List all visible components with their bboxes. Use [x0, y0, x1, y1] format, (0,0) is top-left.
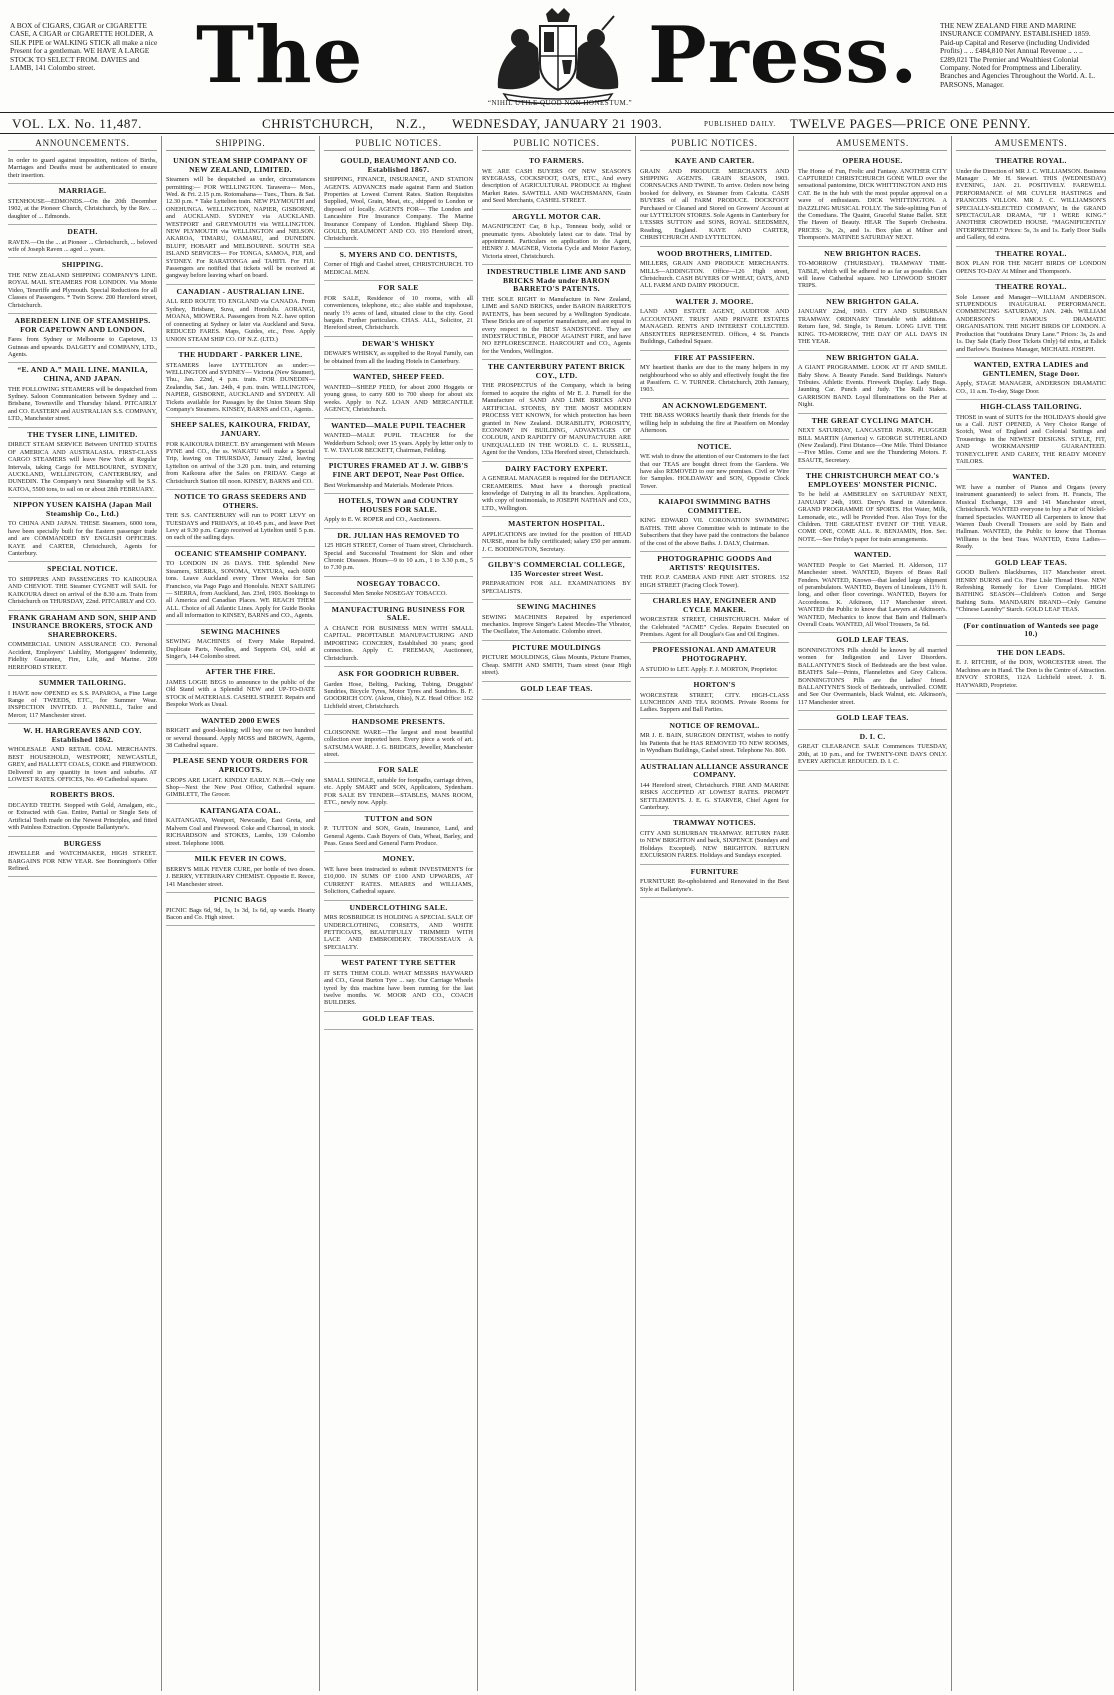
- advertisement-body: A CHANCE FOR BUSINESS MEN WITH SMALL CAPITAL. PROFITABLE MANUFACTURING AND IMPORTING CONCERN, Established 30 years; good connection. Apply C. FREEMAN, Auctioneer, Christchurch.: [324, 624, 473, 662]
- advertisement-body: TO-MORROW (THURSDAY). TRAMWAY TIME-TABLE, which will be adhered to as far as possible. Cars will leave Cathedral square. NO LINWOOD SHORT TRIPS.: [798, 260, 947, 290]
- advertisement-body: E. J. RITCHIE, of the DON, WORCESTER street. The Machines are in Hand. The Don is the Centre of Attraction. ENVOY STORES, 112A Lichfield street. J. B. HAYWARD, Proprietor.: [956, 659, 1106, 689]
- advertisement-heading: NOSEGAY TOBACCO.: [356, 578, 441, 588]
- advertisement-body: SHIPPING, FINANCE, INSURANCE, AND STATION AGENTS. ADVANCES made against Farm and Station Properties at Lowest Current Rates. Station Requisites Supplied, Wool, Grain, Meat, etc., shipped to London or disposed of locally. AGENTS FOR— The London and Lancashire Fire Insurance Company. The Marine Insurance Company of London. Highland Sheep Dip. GOULD, BEAUMONT AND CO. 193 Hereford street, Christchurch.: [324, 176, 473, 243]
- advertisement-block: [798, 548, 947, 633]
- advertisement-heading: MILK FEVER IN COWS.: [194, 854, 287, 864]
- advertisement-block: [166, 893, 315, 926]
- right-ear-advertisement: THE NEW ZEALAND FIRE AND MARINE INSURANCE COMPANY. ESTABLISHED 1859. Paid-up Capital and Reserve (including Undivided Profits) .. .. £484,810 Net Annual Revenue .. .. .. £289,021 The Premier and Wealthiest Colonial Company. Noted for Promptness and Liberality. Branches and Agencies Throughout the World. A. L. PARSONS, Manager.: [940, 21, 1096, 89]
- advertisement-block: [8, 428, 157, 498]
- advertisement-block: [166, 154, 315, 285]
- advertisement-heading: THEATRE ROYAL.: [995, 156, 1067, 165]
- advertisement-body: CITY AND SUBURBAN TRAMWAY. RETURN FARE to NEW BRIGHTON and back, SIXPENCE (Sundays and Holidays Excepted). NEW BRIGHTON. RETURN EXCURSION FARES. Holidays and Sundays excepted.: [640, 830, 789, 860]
- advertisement-block: [324, 901, 473, 957]
- advertisement-body: GRAIN AND PRODUCE MERCHANTS AND SHIPPING AGENTS. GRAIN SEASON, 1903. CORNSACKS AND TWINE. To arrive. Orders now being booked for delivery, ex Steamer from Calcutta. CASH BUYERS of all FARM PRODUCE. DOCKFOOT Purchased or Cleaned and Stored on Growers' Account at our LYTTELTON STORES. Sole Agents in Canterbury for L'ESSRS SUTTON and SONS, ROYAL SEEDSMEN, Reading, England. KAYE AND CARTER, CHRISTCHURCH AND LYTTELTON.: [640, 167, 789, 242]
- advertisement-block: [166, 348, 315, 418]
- advertisement-body: GREAT CLEARANCE SALE Commences TUESDAY, 20th, at 10 p.m., and for TWENTY-ONE DAYS ONLY. EVERY ARTICLE REDUCED. D. I. C.: [798, 743, 947, 766]
- advertisement-block: [482, 517, 631, 558]
- advertisement-heading: ASK FOR GOODRICH RUBBER.: [337, 668, 460, 678]
- advertisement-body: APPLICATIONS are invited for the position of HEAD NURSE, must be fully certificated; salary £50 per annum. J. C. BODDINGTON, Secretary.: [482, 530, 631, 553]
- column-heading: ANNOUNCEMENTS.: [8, 138, 157, 151]
- advertisement-body: WORCESTER STREET, CITY. HIGH-CLASS LUNCHEON AND TEA ROOMS. Private Rooms for Ladies. Suppers and Ball Parties.: [640, 691, 789, 714]
- column-heading: PUBLIC NOTICES.: [482, 138, 631, 151]
- advertisement-block: [956, 247, 1106, 280]
- advertisement-body: TO LONDON IN 26 DAYS. THE Splendid New Steamers, SIERRA, SONOMA, VENTURA, each 6000 tons. Leave Auckland every Three Weeks for San Francisco, via Pago Pago and Honolulu. NEXT SAILING— SIERRA, from Auckland, Jan. 23rd, 1903. Bookings to all America and Canadian Places. WE REACH THEM ALL. Choice of all Atlantic Lines. Apply for Guide Books and all information to KINSEY, BARNS and CO., Agents.: [166, 560, 315, 620]
- advertisement-block: [324, 715, 473, 763]
- advertisement-heading: THEATRE ROYAL.: [995, 282, 1067, 292]
- advertisement-heading: THEATRE ROYAL.: [995, 248, 1067, 258]
- advertisement-heading: GOLD LEAF TEAS.: [520, 683, 593, 693]
- newspaper-columns: [4, 136, 1110, 1691]
- advertisement-heading: FOR SALE: [378, 765, 419, 775]
- advertisement-block: [956, 154, 1106, 247]
- advertisement-body: WE have a number of Pianos and Organs (every instrument guaranteed) to select from. H. Francis, The Musical Exchange, 139 and 141 Manchester street, Christchurch. WANTED everyone to buy a Pair of Nickel-framed Spectacles. WANTED all Carpenters to know that Warren Daub Overall Trousers are sold by Bain and Hallman. WANTED, the Public to know that Thomas Williams is the best Teas. WANTED, Extra Ladies—Ready.: [956, 483, 1106, 551]
- advertisement-block: [640, 247, 789, 295]
- column-3: [320, 136, 478, 1691]
- advertisement-body: Fares from Sydney or Melbourne to Capetown, 13 Guineas and upwards. DALGETY and COMPANY, LTD., Agents.: [8, 336, 157, 359]
- advertisement-heading: NEW BRIGHTON RACES.: [824, 248, 921, 258]
- advertisement-heading: WANTED.: [1012, 472, 1050, 482]
- advertisement-heading: W. H. HARGREAVES AND COY. Established 1862.: [23, 726, 142, 744]
- column-heading: AMUSEMENTS.: [798, 138, 947, 151]
- advertisement-block: [798, 730, 947, 771]
- advertisement-block: [8, 724, 157, 788]
- advertisement-block: [166, 754, 315, 803]
- advertisement-block: [166, 285, 315, 348]
- advertisement-block: [8, 258, 157, 314]
- advertisement-body: FURNITURE Re-upholstered and Renovated in the Best Style at Ballantyne's.: [640, 878, 789, 893]
- advertisement-block: [956, 280, 1106, 358]
- advertisement-block: [798, 633, 947, 711]
- advertisement-heading: HORTON'S: [693, 679, 736, 689]
- issue-date: WEDNESDAY, JANUARY 21 1903.: [452, 116, 663, 131]
- advertisement-body: RAVEN.—On the ... at Pioneer ... Christchurch, ... beloved wife of Joseph Raven ... aged ... years.: [8, 238, 157, 254]
- advertisement-heading: OPERA HOUSE.: [842, 156, 903, 165]
- advertisement-body: BRIGHT and good-looking; will buy one or two hundred or several thousand. Apply MOSS and BROWN, Agents, 38 Cathedral square.: [166, 727, 315, 750]
- advertisement-heading: D. I. C.: [859, 731, 886, 741]
- masthead-title-the: The: [196, 10, 364, 101]
- advertisement-heading: WANTED, SHEEP FEED.: [352, 372, 445, 382]
- advertisement-heading: SUMMER TAILORING.: [38, 677, 127, 687]
- advertisement-heading: THE HUDDART - PARKER LINE.: [178, 349, 303, 359]
- advertisement-heading: FRANK GRAHAM AND SON, SHIP AND INSURANCE BROKERS, STOCK AND SHAREBROKERS.: [8, 612, 157, 639]
- advertisement-block: [324, 281, 473, 337]
- advertisement-heading: MONEY.: [382, 854, 415, 864]
- advertisement-heading: GOLD LEAF TEAS.: [362, 1013, 435, 1023]
- advertisement-heading: WOOD BROTHERS, LIMITED.: [656, 248, 773, 258]
- advertisement-heading: DEWAR'S WHISKY: [362, 338, 435, 348]
- advertisement-body: Corner of High and Cashel street, CHRISTCHURCH. TO MEDICAL MEN.: [324, 261, 473, 276]
- advertisement-body: BERRY'S MILK FEVER CURE, per bottle of two doses. J. BERRY, VETERINARY CHEMIST. Oppostie E. Reece, 141 Manchester street.: [166, 865, 315, 888]
- advertisement-body: DECAYED TEETH. Stopped with Gold, Amalgam, etc., or Extracted with Gas. Entire, Partial or Single Sets of Artificial Teeth made on the Newest Principles, and fitted with Painless Extraction. Opposite Ballantyne's.: [8, 802, 157, 832]
- advertisement-body: THE S.S. CANTERBURY will run to PORT LEVY on TUESDAYS and FRIDAYS, at 10.45 p.m., and leave Port Levy at 9.30 p.m. Cargo received at Lyttelton until 5 p.m. on each of the sailing days.: [166, 512, 315, 542]
- advertisement-body: SEWING MACHINES Repaired by experienced mechanics. Improve Singer's Latest Mecdes-The Vibrator, The Oscillator, The Automatic. Colombo street.: [482, 613, 631, 636]
- advertisement-block: [166, 490, 315, 547]
- advertisement-heading: HIGH-CLASS TAILORING.: [980, 401, 1082, 411]
- advertisement-block: [482, 641, 631, 682]
- advertisement-block: [798, 247, 947, 295]
- advertisement-block: [324, 529, 473, 577]
- advertisement-block: [640, 760, 789, 817]
- advertisement-block: [640, 719, 789, 760]
- advertisement-heading: WANTED, EXTRA LADIES and GENTLEMEN, Stage Door.: [973, 359, 1089, 378]
- advertisement-heading: CHARLES HAY, ENGINEER AND CYCLE MAKER.: [652, 595, 777, 614]
- advertisement-heading: “E. AND A.” MAIL LINE. MANILA, CHINA, AND JAPAN.: [17, 365, 148, 384]
- advertisement-body: 125 HIGH STREET, Corner of Tuam street, Christchurch. Special and Successful Treatment for Skin and other Chronic Diseases. Hours—9 to 10 a.m., 1 to 3.30 p.m., 5 to 7.30 p.m.: [324, 542, 473, 572]
- advertisement-block: [956, 358, 1106, 400]
- advertisement-body: WE wish to draw the attention of our Customers to the fact that our TEAS are bought direct from the Gardens. We have also REMOVED to our new premises. Civil or Wire for Samples. HOLDAWAY and SON, Opposite Clock Tower.: [640, 453, 789, 490]
- column-4: [478, 136, 636, 1691]
- advertisement-block: [324, 1012, 473, 1031]
- advertisement-block: [8, 611, 157, 676]
- advertisement-block: [640, 154, 789, 247]
- advertisement-block: [8, 314, 157, 363]
- advertisement-body: THE NEW ZEALAND SHIPPING COMPANY'S LINE. ROYAL MAIL STEAMERS FOR LONDON. Via Monte Video, Teneriffe and Plymouth. Special Reductions for all Classes of Passengers. * Twin Screw. 200 Hereford street, Christchurch.: [8, 272, 157, 309]
- advertisement-heading: NIPPON YUSEN KAISHA (Japan Mail Steamship Co., Ltd.): [13, 500, 152, 518]
- advertisement-body: WANTED—MALE PUPIL TEACHER for the Wedderburn School; over 15 years. Apply by letter only to T. W. TAYLOR BECKETT, Chairman, Feilding.: [324, 432, 473, 454]
- column-1: [4, 136, 162, 1691]
- advertisement-heading: FIRE AT PASSIFERN.: [674, 352, 755, 362]
- advertisement-heading: WANTED 2000 EWES: [200, 715, 281, 725]
- dateline-place: CHRISTCHURCH,: [262, 116, 374, 131]
- advertisement-block: [8, 837, 157, 878]
- advertisement-block: [798, 414, 947, 470]
- advertisement-block: [956, 400, 1106, 470]
- advertisement-body: CROPS ARE LIGHT. KINDLY EARLY. N.B.—Only one Shop—Next the New Post Office, Cathedral square. GIMBLETT, The Grocer.: [166, 776, 315, 799]
- advertisement-body: MAGNIFICENT Car, 8 h.p., Tonneau body, solid or pneumatic tyres. Absolutely latest car to date. Trial by appointment. Particulars on application to the Agent, HENRY J. MAGNER, Victoria Cycle and Motor Factory, Victoria street, Christchurch.: [482, 223, 631, 260]
- advertisement-body: 144 Hereford street, Christchurch. FIRE AND MARINE RISKS ACCEPTED AT LOWEST RATES. PROMPT SETTLEMENTS. J. E. G. STARVER, Chief Agent for Canterbury.: [640, 781, 789, 811]
- advertisement-body: JANUARY 22nd, 1903. CITY AND SUBURBAN TRAMWAY. ORDINARY Timetable with additions. Return fare, 9d. Single, 1s Return. LONG LIVE THE KING. TO-MORROW, THE DAY OF ALL DAYS IN THE YEAR.: [798, 308, 947, 346]
- advertisement-heading: BURGESS: [63, 838, 102, 848]
- column-7: [952, 136, 1110, 1691]
- advertisement-body: BOX PLAN FOR THE NIGHT BIRDS OF LONDON OPENS TO-DAY At Milner and Thompson's.: [956, 260, 1106, 275]
- dateline-country: N.Z.,: [396, 116, 427, 131]
- advertisement-heading: UNDERCLOTHING SALE.: [349, 902, 448, 912]
- advertisement-body: In order to guard against imposition, notices of Births, Marriages and Deaths must be authenticated to ensure their insertion.: [8, 157, 157, 179]
- masthead: [0, 0, 1114, 118]
- advertisement-block: [324, 763, 473, 811]
- column-5: [636, 136, 794, 1691]
- column-heading: AMUSEMENTS.: [956, 138, 1106, 151]
- advertisement-heading: DEATH.: [67, 227, 98, 237]
- advertisement-heading: TRAMWAY NOTICES.: [673, 818, 756, 828]
- advertisement-block: [8, 154, 157, 184]
- advertisement-block: [324, 154, 473, 248]
- advertisement-block: [482, 682, 631, 701]
- advertisement-block: [166, 418, 315, 490]
- advertisement-block: [798, 295, 947, 351]
- advertisement-block: [482, 360, 631, 461]
- advertisement-heading: OCEANIC STEAMSHIP COMPANY.: [174, 548, 307, 558]
- advertisement-block: [324, 577, 473, 603]
- advertisement-body: WE ARE CASH BUYERS OF NEW SEASON'S RYEGRASS, COCKSFOOT, OATS, ETC., And every description of AGRICULTURAL PRODUCE At Highest Market Rates. SAWTELL AND WACHSMANN, Grain and Seed Merchants, CASHEL STREET.: [482, 167, 631, 205]
- coat-of-arms-icon: [468, 8, 648, 104]
- publication-frequency: PUBLISHED DAILY.: [704, 120, 776, 128]
- advertisement-block: [166, 665, 315, 713]
- advertisement-heading: DR. JULIAN HAS REMOVED TO: [337, 530, 460, 540]
- advertisement-heading: GILBY'S COMMERCIAL COLLEGE, 135 Worcester street West.: [487, 559, 625, 578]
- advertisement-block: [166, 714, 315, 755]
- advertisement-block: [640, 399, 789, 440]
- advertisement-body: FOR KAIKOURA DIRECT. BY arrangement with Messrs PYNE and CO., the ss. WAKATU will make a Special Trip, leaving on THURSDAY, January 22nd, leaving Lyttelton on arrival of the 3.20 p.m. train, and returning from Kaikoura after the Sales on FRIDAY. Cargo at Christchurch Station till noon. KINSEY, BARNS and CO.: [166, 440, 315, 485]
- advertisement-heading: THE CHRISTCHURCH MEAT CO.'s EMPLOYEES' MONSTER PICNIC.: [805, 471, 940, 489]
- advertisement-heading: PICTURE MOULDINGS: [512, 642, 601, 652]
- advertisement-body: MY heartiest thanks are due to the many helpers in my neighbourhood who so ably and effectively fought the fire at Passifern. C. V. TURNER. Christchurch, 20th January, 1903.: [640, 364, 789, 394]
- advertisement-block: [640, 440, 789, 496]
- advertisement-body: A STUDIO to LET. Apply. F. J. MORTON, Proprietor.: [640, 665, 778, 673]
- advertisement-block: [8, 184, 157, 225]
- advertisement-body: CLOISONNE WARE—The largest and most beautiful collection ever imported here. Every piece a work of art. SATSUMA WARE. J. G. BRIDGES, Jeweller, Manchester street.: [324, 728, 473, 758]
- advertisement-body: MRS ROSBRIDGE IS HOLDING A SPECIAL SALE OF UNDERCLOTHING, CORSETS, AND WHITE PETTICOATS, BEAUTIFULLY TRIMMED WITH LACE AND EMBROIDERY. TROUSSEAUX A SPECIALTY.: [324, 914, 473, 951]
- advertisement-heading: S. MYERS AND CO. DENTISTS,: [339, 249, 458, 259]
- advertisement-block: [324, 852, 473, 900]
- advertisement-block: [324, 812, 473, 853]
- advertisement-block: [166, 852, 315, 893]
- advertisement-heading: NEW BRIGHTON GALA.: [826, 296, 919, 306]
- advertisement-block: [956, 646, 1106, 694]
- advertisement-body: THOSE in want of SUITS for the HOLIDAYS should give us a Call. JUST OPENED, A Very Choice Range of Scotch, West of England and Colonial Suitings and Trouserings in the NEWEST DESIGNS. STYLE, FIT, AND WORKMANSHIP GUARANTEED. TONEYCLIFFE AND CAREY, THE READY MONEY TAILORS.: [956, 413, 1106, 465]
- advertisement-heading: FOR SALE: [378, 283, 419, 293]
- advertisement-body: KING EDWARD VII. CORONATION SWIMMING BATHS. THE above Committee wish to intimate to the Subscribers that they have paid the contractors the balance of the cost of the above Baths. J. DALY, Chairman.: [640, 517, 789, 547]
- advertisement-body: Apply to E. W. ROPER and CO., Auctioneers.: [324, 516, 441, 524]
- advertisement-body: I HAVE now OPENED ex S.S. PAPAROA, a Fine Large Range of TWEEDS, ETC., for Summer Wear. INSPECTION INVITED. J. PANNELL, Tailor and Mercer, 117 Manchester street.: [8, 689, 157, 719]
- advertisement-heading: SHIPPING.: [61, 260, 104, 270]
- advertisement-heading: AN ACKNOWLEDGEMENT.: [662, 400, 767, 410]
- advertisement-body: JEWELLER and WATCHMAKER, HIGH STREET. BARGAINS FOR NEW YEAR. See Bonnington's Offer Refined.: [8, 850, 157, 873]
- advertisement-heading: SEWING MACHINES: [200, 626, 281, 636]
- dateline-bar: [0, 112, 1114, 134]
- advertisement-heading: PROFESSIONAL AND AMATEUR PHOTOGRAPHY.: [652, 645, 777, 663]
- advertisement-heading: PICTURES FRAMED AT J. W. GIBB'S FINE ART DEPOT, Near Post Office.: [328, 461, 469, 479]
- advertisement-heading: WANTED.: [853, 550, 892, 560]
- advertisement-heading: THE DON LEADS.: [996, 647, 1066, 657]
- advertisement-block: [8, 363, 157, 427]
- advertisement-block: [640, 643, 789, 678]
- advertisement-body: Apply, STAGE MANAGER, ANDERSON DRAMATIC CO., 11 a.m. To-day, Stage Door.: [956, 380, 1106, 395]
- advertisement-body: PICNIC Bags 6d, 9d, 1s, 1s 3d, 1s 6d, up wards. Hearty Bacon and Co. High street.: [166, 906, 315, 921]
- price-line: TWELVE PAGES—PRICE ONE PENNY.: [790, 116, 1031, 131]
- advertisement-body: SMALL SHINGLE, suitable for footpaths, carriage drives, etc. Apply SMART and SON, Applicators, Sydenham. FOR SALE BY TENDER—STABLES, MANS ROOM, ETC., newly now. Apply.: [324, 776, 473, 807]
- advertisement-block: [8, 225, 157, 258]
- advertisement-heading: AUSTRALIAN ALLIANCE ASSURANCE COMPANY.: [640, 761, 789, 780]
- advertisement-body: Successful Men Smoke NOSEGAY TOBACCO.: [324, 590, 447, 598]
- advertisement-block: [640, 816, 789, 864]
- advertisement-body: TO SHIPPERS AND PASSENGERS TO KAIKOURA AND CHEVIOT. THE Steamer CYGNET will SAIL for KAIKOURA direct on arrival of the 8.30 a.m. Train from Christchurch on THURSDAY, 22nd. PITCAIRLY and CO.: [8, 575, 157, 606]
- advertisement-body: Garden Hose, Belting, Packing, Tubing, Druggists' Sundries, Bicycle Tyres, Motor Tyres and Sundries. B. F. GOODRICH COY. (Akron, Ohio), N.Z. Head Office: 162 Lichfield street, Christchurch.: [324, 680, 473, 710]
- advertisement-body: MILLERS, GRAIN AND PRODUCE MERCHANTS. MILLS—ADDINGTON. Office—126 High street, Christchurch. CASH BUYERS OF WHEAT, OATS, AND ALL FARM AND DAIRY PRODUCE.: [640, 260, 789, 290]
- advertisement-block: [640, 678, 789, 719]
- advertisement-heading: WEST PATENT TYRE SETTER: [341, 958, 456, 968]
- advertisement-heading: THE TYSER LINE, LIMITED.: [27, 429, 138, 439]
- advertisement-body: NEXT SATURDAY, LANCASTER PARK. PLUGGER BILL MARTIN (America) v. GEORGE SUTHERLAND (New Zealand). First Distance—One Mile. Third Distance—Five Miles. Come and see the Thundering Motors. F. ESAUTE, Secretary.: [798, 427, 947, 464]
- advertisement-block: [798, 711, 947, 730]
- advertisement-block: [324, 419, 473, 460]
- column-2: [162, 136, 320, 1691]
- advertisement-block: [798, 351, 947, 414]
- advertisement-block: [8, 788, 157, 836]
- advertisement-heading: NOTICE OF REMOVAL.: [669, 720, 760, 730]
- advertisement-block: [482, 154, 631, 210]
- advertisement-body: WANTED People to Get Married. H. Alderson, 117 Manchester street. WANTED, Buyers of Brass Rail Fenders. WANTED, Known—that landed large shipment of perambulators. WANTED, Buyers of Linoleum, 11½ ft. long, and other floor coverings. WANTED, Buyers for Accordeons. K. Atkinson, 117 Manchester street. WANTED the Public to know that Lawyers at Atkinson's. WANTED, Mechanics to know that Bain and Hallman's Overall Coats. WANTED, All Wool Trousers, 5s 6d.: [798, 561, 947, 629]
- advertisement-heading: MARRIAGE.: [58, 186, 107, 196]
- advertisement-block: [166, 547, 315, 625]
- advertisement-block: [324, 248, 473, 281]
- advertisement-body: MR J. E. BAIN, SURGEON DENTIST, wishes to notify his Patients that he HAS REMOVED TO NEW ROOMS, in Wyndham Buildings, Cashel street. Telephone No. 800.: [640, 732, 789, 755]
- advertisement-body: WHOLESALE AND RETAIL COAL MERCHANTS. BEST HOUSEHOLD, WESTPORT, NEWCASTLE, GREY, and HALLETT COALS, COKE and FIREWOOD. Delivered in any quantity in town and suburbs. AT LOWEST RATES. OFFICES, No. 49 Cathedral square.: [8, 746, 157, 783]
- advertisement-heading: PLEASE SEND YOUR ORDERS FOR APRICOTS.: [172, 756, 309, 775]
- advertisement-heading: MANUFACTURING BUSINESS FOR SALE.: [331, 604, 466, 623]
- advertisement-body: STEAMERS leave LYTTELTON as under:— WELLINGTON and SYDNEY— Victoria (New Steamer), Thu., Jan. 22nd, 4 p.m. train. FOR DUNEDIN— Zealandia, Sat., Jan. 24th, 4 p.m. train. WELLINGTON, NAPIER, GISBORNE, AUCKLAND and SYDNEY. All Tickets available for Passages by the Union Steam Ship Company's Steamers. KINSEY, BARNS and CO., Agents.: [166, 361, 315, 413]
- advertisement-body: ALL RED ROUTE TO ENGLAND via CANADA. From Sydney, Brisbane, Suva, and Honolulu. AORANGI, MOANA, MIOWERA. Passengers from N.Z. have option of connecting at Sydney or later via Auckland and Suva. REDUCED FARES. Maps, Guides, etc., Free. Apply UNION STEAM SHIP CO. OF N.Z. (LTD.): [166, 298, 315, 343]
- advertisement-body: THE PROSPECTUS of the Company, which is being formed to acquire the rights of Mr E. J. Furnell for the Manufacture of SAND AND LIME BRICKS AND ARTIFICIAL STONES, BY THE MOST MODERN PROCESS YET KNOWN, for which protection has been granted in New Zealand. DURABILITY, POROSITY, ECONOMY IN BUILDING, ADVANTAGES OF COLOUR, AND RAPIDITY OF MANUFACTURE ARE UNEQUALLED IN THE WORLD. C. L. RUSSELL, Agent for the Vendors, 133a Hereford street, Christchurch.: [482, 382, 631, 457]
- advertisement-block: [8, 676, 157, 724]
- advertisement-body: STENHOUSE—EDMONDS.—On the 20th December 1902, at the Pioneer Church, Christchurch, by the Rev. ... daughter of ... Edmonds.: [8, 197, 157, 220]
- advertisement-body: DEWAR'S WHISKY, as supplied to the Royal Family, can be obtained from all the leading Hotels in Canterbury.: [324, 350, 473, 365]
- advertisement-body: Steamers will be despatched as under, circumstances permitting:— FOR WELLINGTON. Tarawera— Mon., Wed. & Fri. 2.15 p.m. Rotomahana— Tues., Thurs. & Sat. 12.30 p.m. * Take Lyttelton train. NEW PLYMOUTH and ONEHUNGA. WELLINGTON, NAPIER, GISBORNE, and AUCKLAND. SYDNEY via AUCKLAND. WESTPORT and GREYMOUTH via WELLINGTON. NEW PLYMOUTH via WELLINGTON and NELSON. AKAROA, TIMARU, OAMARU, and DUNEDIN. BLUFF, HOBART and MELBOURNE. SOUTH SEA ISLAND SERVICES— For TONGA, SAMOA, FIJI, and SYDNEY. For RARATONGA and TAHITI. For FIJI. Passengers are notified that tickets will be received at gangway before leaving wharf on board.: [166, 176, 315, 280]
- advertisement-block: [324, 370, 473, 418]
- advertisement-heading: ARGYLL MOTOR CAR.: [512, 211, 601, 221]
- advertisement-heading: ABERDEEN LINE OF STEAMSHIPS. FOR CAPETOWN AND LONDON.: [14, 316, 151, 334]
- advertisement-body: THE SOLE RIGHT to Manufacture in New Zealand, LIME and SAND BRICKS, under BARON BARRETO'S PATENTS, has been secured by a Wellington Syndicate. These Bricks are of superior manufacture, and are equal in every respect to the BEST SANDSTONE. They are INDESTRUCTIBLE, PROOF AGAINST FIRE, and have NO EFFLORESCENCE. HARCOURT and CO., Agents for the Vendors, Wellington.: [482, 296, 631, 355]
- advertisement-heading: TO FARMERS.: [529, 156, 584, 165]
- advertisement-block: [482, 600, 631, 641]
- advertisement-heading: GOLD LEAF TEAS.: [836, 635, 909, 645]
- advertisement-block: [482, 462, 631, 518]
- advertisement-block: [8, 498, 157, 562]
- advertisement-body: PREPARATION FOR ALL EXAMINATIONS BY SPECIALISTS.: [482, 580, 631, 595]
- advertisement-body: Sole Lessee and Manager—WILLIAM ANDERSON. STUPENDOUS INAUGURAL PERFORMANCE. COMMENCING SATURDAY, JAN. 24th. WILLIAM ANDERSON'S FAMOUS DRAMATIC ORGANISATION. THE NIGHT BIRDS OF LONDON. A Production that “outdrains Drury Lane.” Prices: 3s, 2s and 1s. Day Sale (Early Door Tickets Only) 6d extra, at Eslick and Barlow's. Business Manager, MICHAEL JOSEPH.: [956, 293, 1106, 353]
- advertisement-body: WANTED—SHEEP FEED, for about 2000 Hoggets or young grass, to carry 600 to 700 sheep for about six weeks. Apply to N.Z. LOAN AND MERCANTILE AGENCY, Christchurch.: [324, 383, 473, 414]
- advertisement-heading: SEWING MACHINES: [516, 601, 597, 611]
- advertisement-heading: HANDSOME PRESENTS.: [351, 717, 446, 727]
- advertisement-body: COMMERCIAL UNION ASSURANCE CO. Personal Accident, Employers' Liability, Mortgagees' Indemnity, Fidelity Guarantee, Fire, Life, and Marine. 209 HEREFORD STREET.: [8, 641, 157, 671]
- advertisement-body: IT SETS THEM COLD. WHAT MESSRS HAYWARD and CO., Great Burton Tyre ... say. Our Carriage Wheels tyred by this machine have been running for the last twelve months. W. MOOR AND CO., COACH BUILDERS.: [324, 969, 473, 1007]
- advertisement-body: JAMES LOGIE BEGS to announce to the public of the Old Stand with a Splendid NEW and UP-TO-DATE STOCK of MATERIALS. CASHEL STREET. Repairs and Bespoke Work as Usual.: [166, 679, 315, 709]
- masthead-motto: “NIHIL UTILE QUOD NON HONESTUM.”: [487, 99, 633, 107]
- advertisement-heading: FURNITURE: [690, 866, 739, 876]
- advertisement-block: [482, 265, 631, 360]
- advertisement-block: [640, 552, 789, 594]
- advertisement-block: [640, 351, 789, 399]
- advertisement-block: [324, 956, 473, 1012]
- advertisement-body: THE BRASS WORKS heartily thank their friends for the willing help in subduing the fire at Passifern on Monday Afternoon.: [640, 412, 789, 435]
- advertisement-body: WORCESTER STREET, CHRISTCHURCH. Maker of the Celebrated “ACME” Cycles. Repairs Executed on Premises. Agent for all Douglas's Gas and Oil Engines.: [640, 616, 789, 638]
- advertisement-heading: THE CANTERBURY PATENT BRICK COY., LTD.: [487, 362, 626, 380]
- advertisement-heading: DAIRY FACTORY EXPERT.: [505, 463, 608, 473]
- column-heading: PUBLIC NOTICES.: [324, 138, 473, 151]
- column-heading: SHIPPING.: [166, 138, 315, 151]
- advertisement-heading: AFTER THE FIRE.: [205, 667, 276, 677]
- advertisement-block: [640, 865, 789, 898]
- advertisement-heading: TUTTON and SON: [364, 813, 433, 823]
- advertisement-block: [324, 337, 473, 370]
- advertisement-block: [8, 562, 157, 610]
- advertisement-heading: PHOTOGRAPHIC GOODS And ARTISTS' REQUISITES.: [657, 553, 772, 572]
- advertisement-body: Best Workmanship and Materials. Moderate Prices.: [324, 481, 454, 489]
- advertisement-heading: WANTED—MALE PUPIL TEACHER: [331, 420, 466, 430]
- advertisement-block: [482, 210, 631, 266]
- advertisement-body: A GIANT PROGRAMME. LOOK AT IT AND SMILE. Baby Show. A Beauty Parade. Sand Buildings. Nature's Tributes. Athletic Events. Firework Display. Lady Bugs. Jaunting Car. Punch and Judy. The Ralli Stakes. GARRISON BAND. Loyal Illuminations on the Pier at Night.: [798, 364, 947, 409]
- advertisement-heading: GOLD LEAF TEAS.: [836, 713, 909, 723]
- left-ear-advertisement: A BOX of CIGARS, CIGAR or CIGARETTE CASE, A CIGAR or CIGARETTE HOLDER, A SILK PIPE or WALKING STICK all make a nice Present for a gentleman. WE HAVE A LARGE STOCK TO SELECT FROM. DAVIES and LAMB, 141 Colombo street.: [10, 21, 158, 73]
- advertisement-block: [798, 154, 947, 247]
- advertisement-block: [324, 494, 473, 529]
- advertisement-heading: NOTICE.: [697, 441, 732, 451]
- advertisement-block: [324, 459, 473, 494]
- advertisement-heading: HOTELS, TOWN and COUNTRY HOUSES FOR SALE.: [338, 495, 459, 514]
- volume-number: VOL. LX. No. 11,487.: [12, 116, 142, 131]
- advertisement-block: [324, 667, 473, 715]
- advertisement-heading: ROBERTS BROS.: [50, 790, 115, 800]
- advertisement-block: [956, 470, 1106, 555]
- advertisement-body: The Home of Fun, Frolic and Fantasy. ANOTHER CITY CAPTURED! CHRISTCHURCH GONE WILD over the sensational pantomime, DICK WHITTINGTON AND HIS CAT. Be in the hub with the most popular approval on a wave of enthusiasm. DICK WHITTINGTON. A DAZZLING MUSICAL FOLLY. The Side-splitting Fun of the Comedians. The Quaint, Graceful Statue Ballet. SEE The Haven of Beauty. HEAR The Superb Orchestra. PRICES: 3s, 2s, and 1s. Box plan at Milner and Thompson's. MATINEE SATURDAY NEXT.: [798, 167, 947, 242]
- advertisement-body: Under the Direction of MR J. C. WILLIAMSON. Business Manager .. Mr H. Stewart. THIS (WEDNESDAY) EVENING, JAN. 21. POSITIVELY. FAREWELL PERFORMANCE of MR CUYLER HASTINGS and FRANCOIS VILLON. MR J. C. WILLIAMSON'S SPECIALLY-SELECTED COMPANY, In the GRAND SPECTACULAR DRAMA, “IF I WERE KING.” ANOTHER CROWDED HOUSE. “MAGNIFICENTLY INTERPRETED.” Prices: 5s, 3s and 1s. Early Door Stalls and Gallery, 6d extra.: [956, 167, 1106, 242]
- advertisement-heading: GOULD, BEAUMONT AND CO. Established 1867.: [340, 156, 457, 174]
- advertisement-body: SEWING MACHINES of Every Make Repaired. Duplicate Parts, Needles, and Supports Oil, sold at Singer's, 144 Colombo street.: [166, 638, 315, 661]
- advertisement-block: [956, 619, 1106, 646]
- advertisement-heading: SPECIAL NOTICE.: [47, 564, 118, 574]
- advertisement-body: KAITANGATA, Westport, Newcastle, East Greta, and Malvern Coal and Firewood. Coke and Charcoal, in stock. RICHARDSON and STOKES, Lambs, 139 Colombo street. Telephone 1008.: [166, 817, 315, 847]
- advertisement-block: [640, 495, 789, 552]
- advertisement-heading: UNION STEAM SHIP COMPANY OF NEW ZEALAND, LIMITED.: [173, 156, 308, 174]
- advertisement-body: THE P.O.P. CAMERA AND FINE ART STORES. 152 HIGH STREET (Facing Clock Tower).: [640, 574, 789, 589]
- advertisement-heading: PICNIC BAGS: [214, 894, 267, 904]
- advertisement-body: LAND AND ESTATE AGENT, AUDITOR AND ACCOUNTANT. TRUST AND PRIVATE ESTATES MANAGED. RENTS AND INTEREST COLLECTED. ABSENTEES REPRESENTED. Offices, 4 St. Francis Buildings, Cathedral Square.: [640, 308, 789, 346]
- advertisement-heading: SHEEP SALES, KAIKOURA, FRIDAY, JANUARY.: [170, 420, 311, 438]
- advertisement-body: FOR SALE, Residence of 10 rooms, with all conveniences, telephone, etc.; also stable and trapshouse, nearly 1½ acres of land, situated close to the city. Good bargain. Further particulars. CHAS. ALL, Solicitor, 21 Hereford street, Christchurch.: [324, 294, 473, 332]
- advertisement-block: [166, 625, 315, 666]
- advertisement-body: P. TUTTON and SON, Grain, Insurance, Land, and General Agents. Cash Buyers of Oats, Wheat, Barley, and Peas. Grass Seed and General Farm Produce.: [324, 825, 473, 847]
- advertisement-heading: GOLD LEAF TEAS.: [994, 557, 1068, 567]
- advertisement-heading: NOTICE TO GRASS SEEDERS AND OTHERS.: [174, 491, 307, 510]
- advertisement-block: [324, 603, 473, 667]
- advertisement-body: WE have been instructed to submit INVESTMENTS for £10,000. IN SUMS OF £100 AND UPWARDS, AT CURRENT RATES. MEARES and WILLIAMS, Solicitors, Cathedral square.: [324, 866, 473, 896]
- advertisement-heading: NEW BRIGHTON GALA.: [826, 352, 919, 362]
- advertisement-heading: KAITANGATA COAL.: [200, 805, 281, 815]
- advertisement-block: [482, 558, 631, 600]
- advertisement-heading: (For continuation of Wanteds see page 10.): [963, 620, 1099, 639]
- advertisement-body: GOOD Bullen's Blackburnes, 117 Manchester street. HENRY BURNS and Co. Fine Lisle Thread Hose. NEW Refreshing Remedy for Liver Complaint. HIGH BATHING SEASON—Children's Cotton and Serge Bathing Suits. MANDARIN BRAND—Only Genuine “Chinese Laundry” Starch. GOLD LEAF TEAS.: [956, 569, 1106, 614]
- advertisement-block: [640, 295, 789, 351]
- advertisement-body: PICTURE MOULDINGS, Glass Mounts, Picture Frames, Cheap. SMITH AND SMITH, Tuam street (near High street).: [482, 654, 631, 677]
- advertisement-heading: KAIAPOI SWIMMING BATHS COMMITTEE.: [658, 497, 771, 515]
- advertisement-heading: INDESTRUCTIBLE LIME AND SAND BRICKS Made under BARON BARRETO'S PATENTS.: [487, 267, 626, 294]
- advertisement-body: DIRECT STEAM SERVICE Between UNITED STATES OF AMERICA AND AUSTRALASIA. FIRST-CLASS CARGO STEAMERS will leave New York at Regular Intervals, taking Cargo for MELBOURNE, SYDNEY, AUCKLAND, WELLINGTON, CANTERBURY, and DUNEDIN. The Company's next Steamship will be S.S. KATOA, 5500 tons, to sail on or about 28th FEBRUARY.: [8, 441, 157, 493]
- column-heading: PUBLIC NOTICES.: [640, 138, 789, 151]
- advertisement-body: To be held at AMBERLEY on SATURDAY NEXT, JANUARY 24th, 1903. Derry's Band in Attendance. GRAND PROGRAMME OF SPORTS. Hot Water, Milk, Lemonade, etc., will be Provided Free. Also Toys for the Children. THE GREATEST EVENT OF THE YEAR. COME ONE, COME ALL. R. BENJAMIN, Hon. Sec. NOTE.—See Friday's paper for train arrangements.: [798, 491, 947, 543]
- advertisement-heading: MASTERTON HOSPITAL.: [508, 519, 605, 529]
- advertisement-heading: WALTER J. MOORE.: [675, 296, 754, 306]
- masthead-title-press: Press.: [648, 10, 919, 101]
- advertisement-heading: KAYE AND CARTER.: [674, 156, 755, 165]
- advertisement-heading: THE GREAT CYCLING MATCH.: [811, 415, 934, 425]
- column-6: [794, 136, 952, 1691]
- advertisement-body: A GENERAL MANAGER is required for the DEFIANCE CREAMERIES. Must have a thorough practical knowledge of Dairying in all its branches. Applications, with copy of testimonials, to JOSEPH NATHAN and CO., LTD., Wellington.: [482, 475, 631, 512]
- advertisement-block: [798, 469, 947, 548]
- advertisement-body: BONNINGTON'S Pills should be known by all married women for Indigestion and Liver Disorders. BALLANTYNE'S Stock of Bedsteads are the best value. BEATH'S Sale—Prints, Flannelettes and Grey Calicos. BONNINGTON'S Pills are the ladies' friend. BALLANTYNE'S Stock of Bedsteads, unrivalled. COME and See Our Overmantels, black Walnut, etc. Atkinson's, 117 Manchester street.: [798, 647, 947, 706]
- advertisement-body: THE FOLLOWING STEAMERS will be despatched from Sydney. Saloon Communication between Sydney and ... Brisbane, Townsville and Thursday Island. PITCAIRLY and CO. EASTERN and AUSTRALIAN S.S. COMPANY, LTD., Manchester street.: [8, 385, 157, 423]
- advertisement-block: [640, 594, 789, 643]
- advertisement-body: TO CHINA AND JAPAN. THESE Steamers, 6000 tons, have been specially built for the Eastern passenger trade and are COMMANDED BY ENGLISH OFFICERS. KAYE and CARTER, Christchurch, Agents for Canterbury.: [8, 520, 157, 557]
- advertisement-block: [956, 556, 1106, 619]
- advertisement-block: [166, 804, 315, 852]
- advertisement-heading: CANADIAN - AUSTRALIAN LINE.: [176, 286, 305, 296]
